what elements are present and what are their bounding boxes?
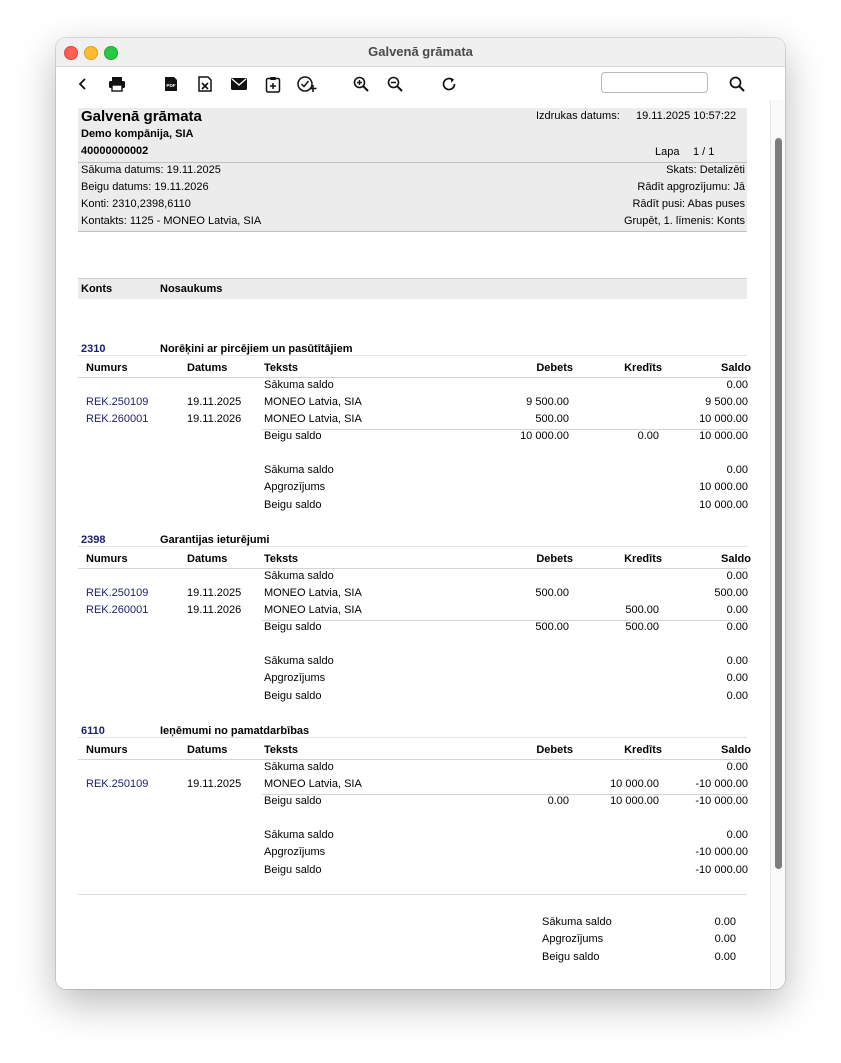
closing-saldo-value: -10 000.00 — [695, 795, 748, 807]
account-name: Ieņēmumi no pamatdarbības — [160, 725, 310, 737]
column-header-divider — [78, 377, 747, 378]
column-datums: Datums — [187, 744, 228, 756]
opening-saldo-value: 0.00 — [726, 761, 748, 773]
closing-saldo-label: Beigu saldo — [264, 795, 322, 807]
column-header-divider — [78, 759, 747, 760]
column-debets: Debets — [536, 553, 573, 565]
print-date-label: Izdrukas datums: — [536, 110, 620, 122]
opening-saldo-value: 0.00 — [726, 570, 748, 582]
document-date: 19.11.2025 — [187, 778, 242, 790]
company-name: Demo kompānija, SIA — [81, 128, 194, 140]
email-icon[interactable] — [229, 74, 249, 94]
closing-debit-value: 10 000.00 — [520, 430, 569, 442]
column-teksts: Teksts — [264, 744, 299, 756]
account-code: 2398 — [81, 534, 106, 546]
report-window — [56, 38, 785, 989]
column-teksts: Teksts — [264, 553, 299, 565]
column-numurs: Numurs — [86, 362, 128, 374]
summary-turnover-value: -10 000.00 — [695, 846, 748, 858]
search-icon[interactable] — [727, 74, 747, 94]
column-saldo: Saldo — [721, 744, 751, 756]
show-turnover-setting: Rādīt apgrozījumu: Jā — [637, 181, 745, 193]
account-code: 2310 — [81, 343, 106, 355]
closing-saldo-value: 10 000.00 — [699, 430, 748, 442]
summary-closing-value: 10 000.00 — [699, 499, 748, 511]
summary-closing-value: 0.00 — [726, 690, 748, 702]
document-text: MONEO Latvia, SIA — [264, 604, 362, 616]
document-number-link[interactable]: REK.250109 — [86, 587, 149, 599]
excel-icon[interactable] — [195, 74, 215, 94]
view-setting: Skats: Detalizēti — [666, 164, 745, 176]
document-text: MONEO Latvia, SIA — [264, 413, 362, 425]
debit-value: 500.00 — [535, 587, 569, 599]
total-opening-value: 0.00 — [714, 916, 736, 928]
title-bar — [56, 38, 785, 67]
column-kredits: Kredīts — [624, 362, 662, 374]
debit-value: 9 500.00 — [526, 396, 569, 408]
closing-divider — [262, 620, 747, 621]
approve-icon[interactable] — [297, 74, 317, 94]
column-kredits: Kredīts — [624, 744, 662, 756]
closing-divider — [262, 794, 747, 795]
total-closing-label: Beigu saldo — [542, 951, 600, 963]
column-nosaukums: Nosaukums — [160, 283, 223, 295]
group-setting: Grupēt, 1. līmenis: Konts — [623, 215, 745, 227]
account-name: Garantijas ieturējumi — [160, 534, 270, 546]
column-kredits: Kredīts — [624, 553, 662, 565]
svg-text:PDF: PDF — [166, 83, 176, 88]
debit-value: 500.00 — [535, 413, 569, 425]
column-debets: Debets — [536, 744, 573, 756]
document-number-link[interactable]: REK.250109 — [86, 396, 149, 408]
document-text: MONEO Latvia, SIA — [264, 778, 362, 790]
summary-opening-label: Sākuma saldo — [264, 829, 334, 841]
credit-value: 10 000.00 — [610, 778, 659, 790]
document-number-link[interactable]: REK.260001 — [86, 413, 149, 425]
closing-debit-value: 500.00 — [535, 621, 569, 633]
column-saldo: Saldo — [721, 553, 751, 565]
search-input[interactable] — [601, 72, 708, 93]
header-divider — [78, 162, 747, 163]
summary-closing-value: -10 000.00 — [695, 864, 748, 876]
column-datums: Datums — [187, 553, 228, 565]
accounts-filter: Konti: 2310,2398,6110 — [81, 198, 191, 210]
summary-opening-value: 0.00 — [726, 829, 748, 841]
column-konts: Konts — [81, 283, 113, 295]
end-date: Beigu datums: 19.11.2026 — [81, 181, 209, 193]
summary-turnover-label: Apgrozījums — [264, 481, 326, 493]
show-side-setting: Rādīt pusi: Abas puses — [632, 198, 745, 210]
total-opening-label: Sākuma saldo — [542, 916, 612, 928]
page-label: Lapa — [655, 146, 680, 158]
report-title: Galvenā grāmata — [81, 108, 202, 125]
summary-opening-label: Sākuma saldo — [264, 655, 334, 667]
summary-closing-label: Beigu saldo — [264, 499, 322, 511]
closing-credit-value: 10 000.00 — [610, 795, 659, 807]
summary-closing-label: Beigu saldo — [264, 690, 322, 702]
closing-divider — [262, 429, 747, 430]
back-icon[interactable] — [73, 74, 93, 94]
summary-turnover-label: Apgrozījums — [264, 846, 326, 858]
summary-opening-value: 0.00 — [726, 655, 748, 667]
print-icon[interactable] — [107, 74, 127, 94]
document-text: MONEO Latvia, SIA — [264, 396, 362, 408]
pdf-icon[interactable] — [161, 74, 181, 94]
summary-turnover-value: 10 000.00 — [699, 481, 748, 493]
document-date: 19.11.2026 — [187, 604, 242, 616]
closing-credit-value: 0.00 — [637, 430, 659, 442]
summary-closing-label: Beigu saldo — [264, 864, 322, 876]
document-date: 19.11.2025 — [187, 587, 242, 599]
scrollbar-thumb[interactable] — [775, 138, 782, 869]
clipboard-icon[interactable] — [263, 74, 283, 94]
print-date-value: 19.11.2025 10:57:22 — [636, 110, 737, 122]
opening-saldo-value: 0.00 — [726, 379, 748, 391]
summary-opening-label: Sākuma saldo — [264, 464, 334, 476]
column-header-divider — [78, 568, 747, 569]
contact-filter: Kontakts: 1125 - MONEO Latvia, SIA — [81, 215, 262, 227]
saldo-value: 500.00 — [714, 587, 748, 599]
column-teksts: Teksts — [264, 362, 299, 374]
opening-saldo-label: Sākuma saldo — [264, 379, 334, 391]
closing-credit-value: 500.00 — [625, 621, 659, 633]
document-text: MONEO Latvia, SIA — [264, 587, 362, 599]
total-closing-value: 0.00 — [714, 951, 736, 963]
page-value: 1 / 1 — [693, 146, 715, 158]
column-saldo: Saldo — [721, 362, 751, 374]
closing-saldo-label: Beigu saldo — [264, 621, 322, 633]
account-divider — [78, 355, 747, 356]
toolbar — [56, 67, 785, 100]
column-debets: Debets — [536, 362, 573, 374]
report-content — [56, 100, 770, 989]
saldo-value: 0.00 — [726, 604, 748, 616]
closing-debit-value: 0.00 — [547, 795, 569, 807]
summary-turnover-value: 0.00 — [726, 672, 748, 684]
total-turnover-value: 0.00 — [714, 933, 736, 945]
credit-value: 500.00 — [625, 604, 659, 616]
saldo-value: -10 000.00 — [695, 778, 748, 790]
start-date: Sākuma datums: 19.11.2025 — [81, 164, 221, 176]
opening-saldo-label: Sākuma saldo — [264, 761, 334, 773]
document-number-link[interactable]: REK.260001 — [86, 604, 149, 616]
zoom-out-icon[interactable] — [385, 74, 405, 94]
summary-turnover-label: Apgrozījums — [264, 672, 326, 684]
totals-divider — [78, 894, 747, 895]
column-numurs: Numurs — [86, 553, 128, 565]
closing-saldo-label: Beigu saldo — [264, 430, 322, 442]
closing-saldo-value: 0.00 — [726, 621, 748, 633]
window-title: Galvenā grāmata — [368, 44, 473, 59]
column-datums: Datums — [187, 362, 228, 374]
account-divider — [78, 546, 747, 547]
total-turnover-label: Apgrozījums — [542, 933, 604, 945]
opening-saldo-label: Sākuma saldo — [264, 570, 334, 582]
account-divider — [78, 737, 747, 738]
summary-opening-value: 0.00 — [726, 464, 748, 476]
vertical-scrollbar[interactable] — [770, 100, 785, 989]
account-name: Norēķini ar pircējiem un pasūtītājiem — [160, 343, 353, 355]
column-numurs: Numurs — [86, 744, 128, 756]
refresh-icon[interactable] — [439, 74, 459, 94]
saldo-value: 10 000.00 — [699, 413, 748, 425]
saldo-value: 9 500.00 — [705, 396, 748, 408]
account-code: 6110 — [81, 725, 105, 737]
zoom-in-icon[interactable] — [351, 74, 371, 94]
document-number-link[interactable]: REK.250109 — [86, 778, 149, 790]
document-date: 19.11.2025 — [187, 396, 242, 408]
registration-number: 40000000002 — [81, 145, 149, 157]
document-date: 19.11.2026 — [187, 413, 242, 425]
header-bottom-border — [78, 231, 747, 232]
